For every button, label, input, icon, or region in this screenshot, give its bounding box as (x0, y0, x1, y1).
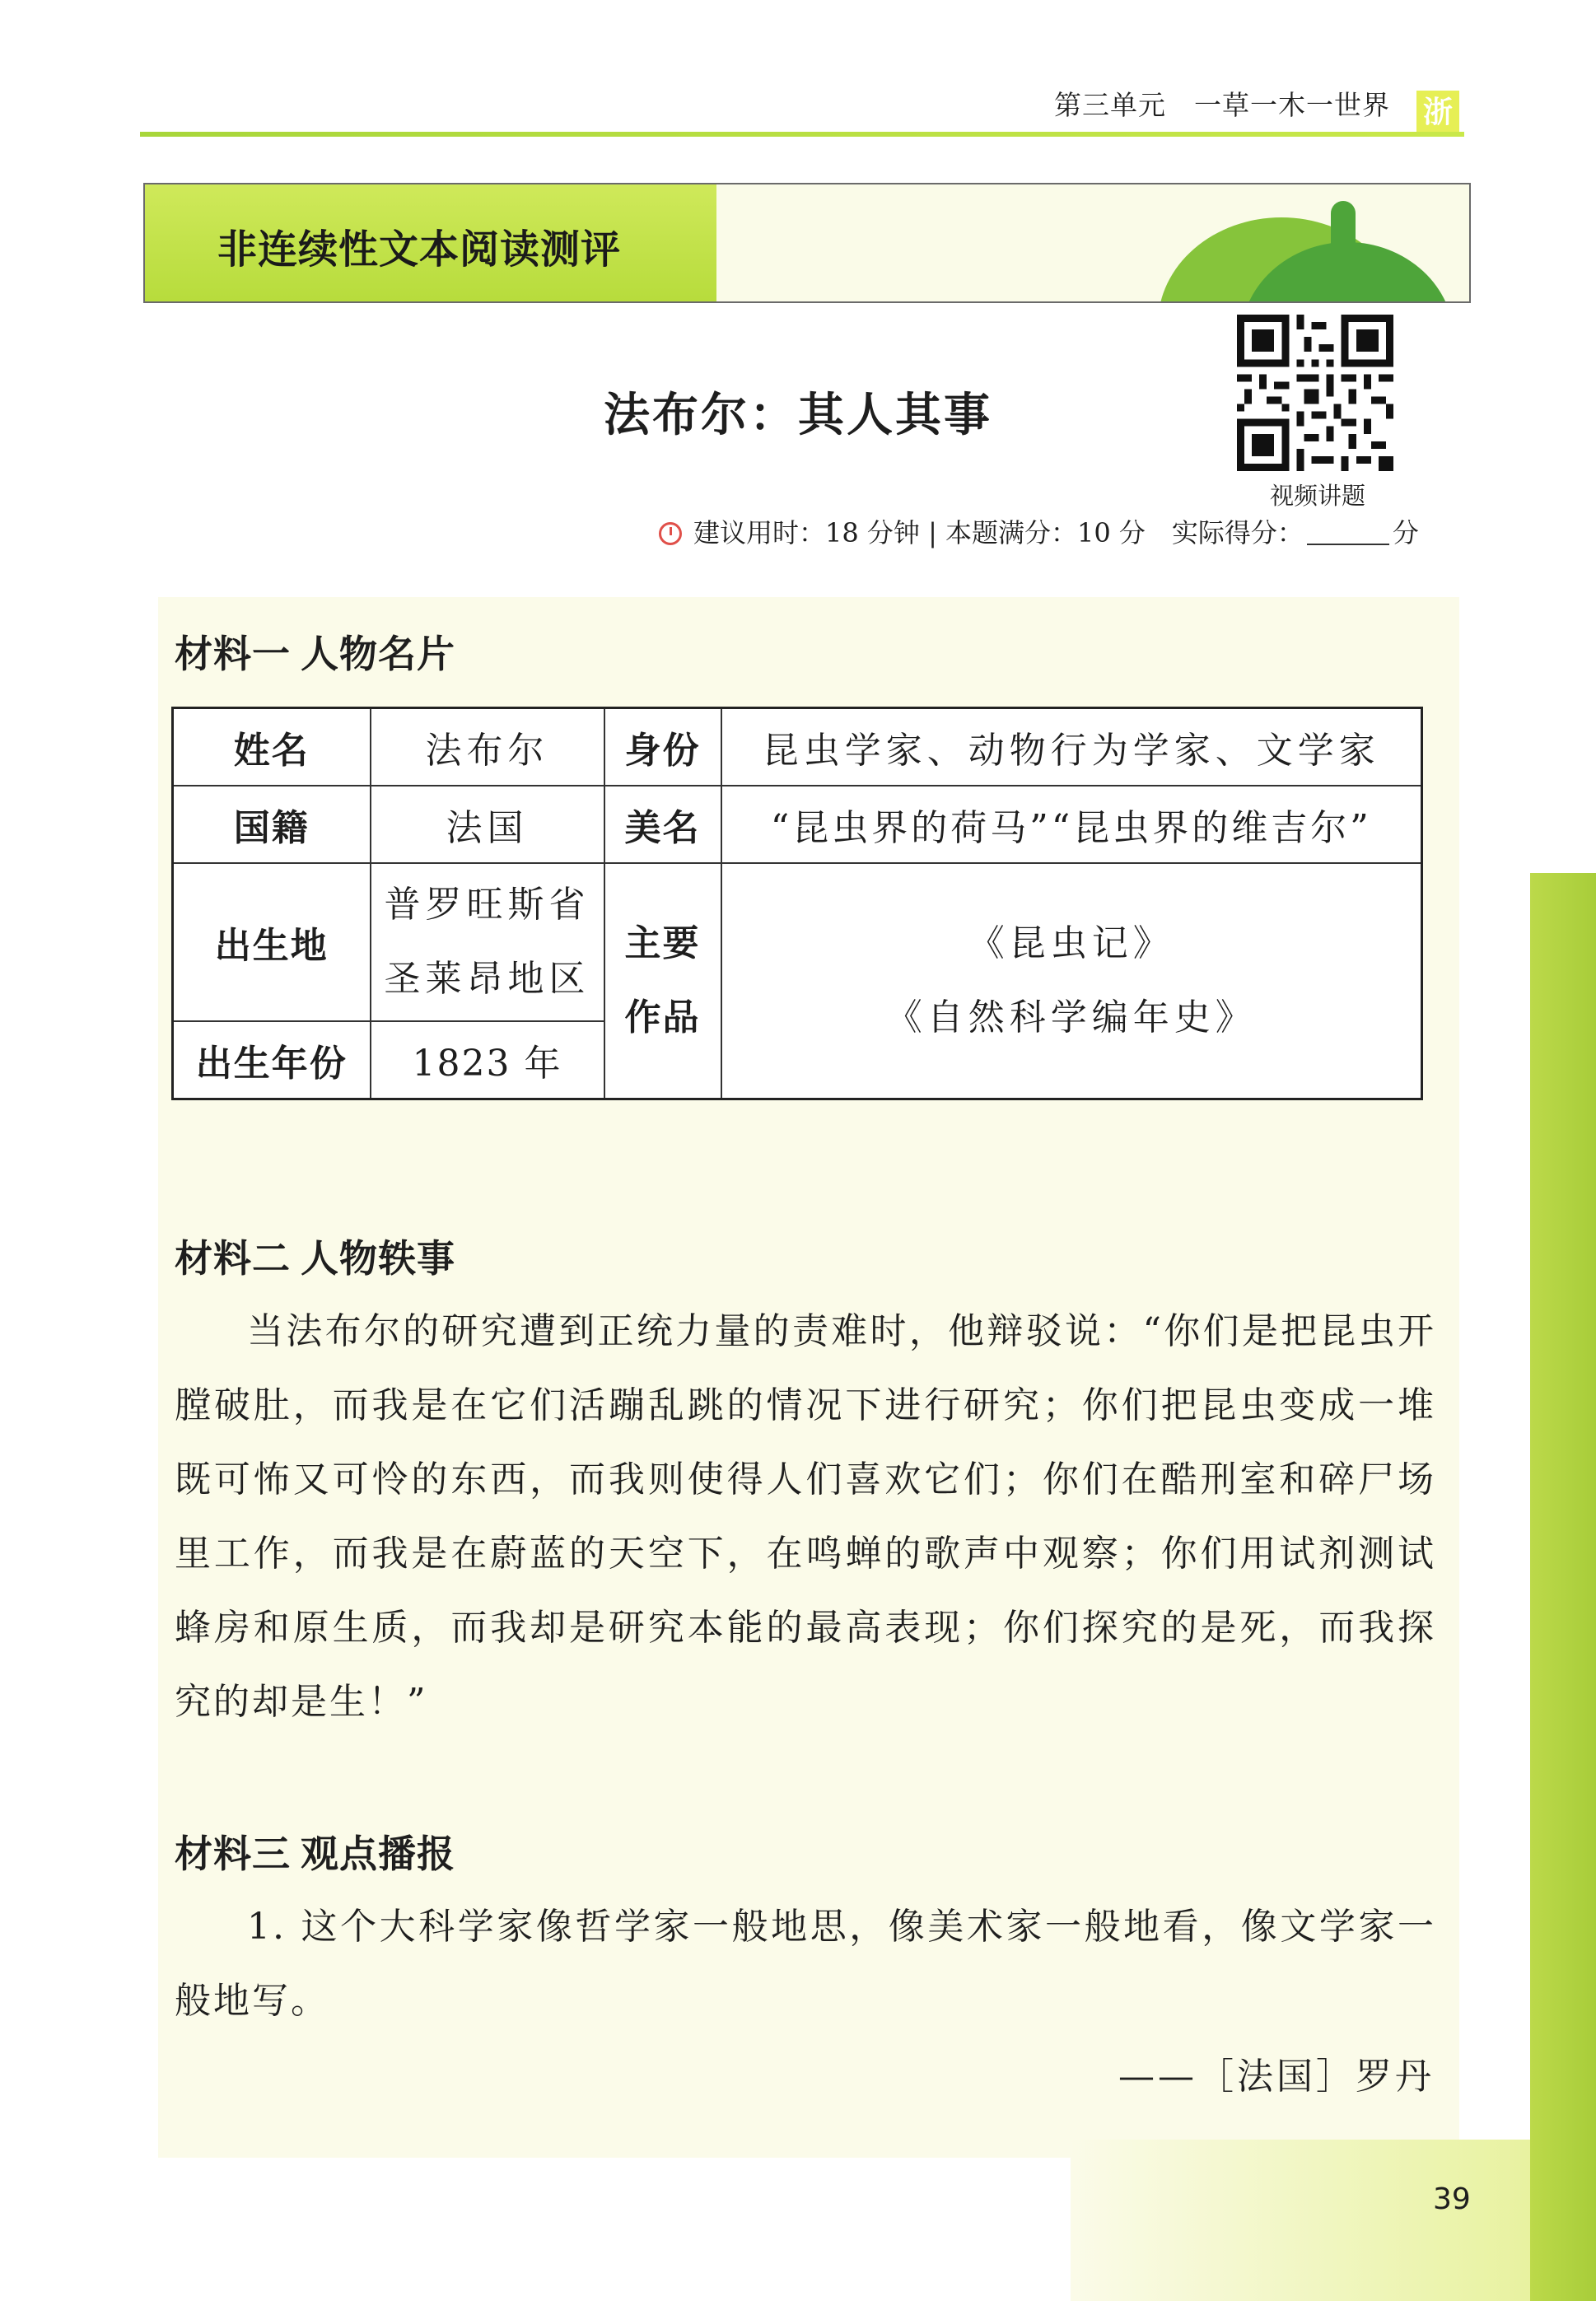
birthplace-line-1: 普罗旺斯省 (384, 884, 590, 926)
name-label: 姓名 (173, 708, 371, 786)
work-item: 《昆虫记》 (968, 922, 1174, 964)
qr-code-icon[interactable] (1237, 315, 1393, 471)
nickname-label: 美名 (604, 786, 721, 863)
name-value: 法布尔 (371, 708, 604, 786)
article-title: 法布尔：其人其事 (604, 389, 992, 442)
works-label-line-1: 主要 (624, 922, 701, 964)
birthyear-value: 1823 年 (371, 1021, 604, 1099)
birthplace-value (371, 863, 604, 1021)
quote-attribution: ——［法国］罗丹 (1118, 2056, 1435, 2098)
material-number-badge: 二 (252, 1229, 291, 1283)
nickname-value: “昆虫界的荷马”“昆虫界的维吉尔” (721, 786, 1422, 863)
clock-icon (659, 522, 682, 545)
table-row (173, 708, 1422, 786)
time-info: 建议用时：18 分钟 | 本题满分：10 分 实际得分： (693, 517, 1304, 548)
material-1-heading (175, 624, 455, 679)
identity-value: 昆虫学家、动物行为学家、文学家 (721, 708, 1422, 786)
birthplace-label: 出生地 (173, 863, 371, 1021)
material-prefix: 材料 (175, 1236, 252, 1281)
time-info-row (659, 512, 1419, 550)
material-2-heading (175, 1229, 455, 1283)
side-color-bar (1530, 873, 1596, 2301)
birthplace-line-2: 圣莱昂地区 (384, 958, 590, 1000)
material-3-heading (175, 1824, 455, 1879)
bottom-color-bar (1071, 2140, 1530, 2301)
nationality-value: 法国 (371, 786, 604, 863)
pagoda-decoration (1331, 201, 1356, 250)
profile-table (171, 707, 1423, 1100)
section-banner (143, 183, 1471, 303)
works-value (721, 863, 1422, 1099)
score-blank[interactable] (1307, 519, 1389, 545)
material-title: 人物名片 (301, 632, 455, 676)
material-title: 人物轶事 (301, 1236, 455, 1281)
qr-label: 视频讲题 (1269, 482, 1365, 510)
material-number-badge: 一 (252, 624, 291, 679)
identity-label: 身份 (604, 708, 721, 786)
material-prefix: 材料 (175, 632, 252, 676)
header-unit: 第三单元 一草一木一世界 (1054, 89, 1390, 121)
banner-title: 非连续性文本阅读测评 (217, 226, 622, 273)
material-prefix: 材料 (175, 1832, 252, 1876)
header-divider (140, 132, 1464, 137)
region-tab: 浙 (1416, 91, 1459, 133)
works-label-line-2: 作品 (624, 996, 701, 1038)
works-label (604, 863, 721, 1099)
anecdote-paragraph: 当法布尔的研究遭到正统力量的责难时，他辩驳说：“你们是把昆虫开膛破肚，而我是在它们活蹦乱跳的情况下进行研究；你们把昆虫变成一堆既可怖又可怜的东西，而我则使得人们喜欢它们；你们在酷刑室和碎尸场里工作，而我是在蔚蓝的天空下，在鸣蝉的歌声中观察；你们用试剂测试蜂房和原生质，而我却是研究本能的最高表现；你们探究的是死，而我探究的却是生！” (175, 1310, 1436, 1723)
page-number: 39 (1433, 2182, 1471, 2216)
quote-item-1: 1. 这个大科学家像哲学家一般地思，像美术家一般地看，像文学家一般地写。 (175, 1906, 1436, 2022)
score-unit: 分 (1392, 517, 1419, 548)
work-item: 《自然科学编年史》 (885, 996, 1257, 1038)
material-title: 观点播报 (301, 1832, 455, 1876)
nationality-label: 国籍 (173, 786, 371, 863)
material-number-badge: 三 (252, 1824, 291, 1879)
table-row (173, 786, 1422, 863)
birthyear-label: 出生年份 (173, 1021, 371, 1099)
table-row (173, 863, 1422, 1021)
